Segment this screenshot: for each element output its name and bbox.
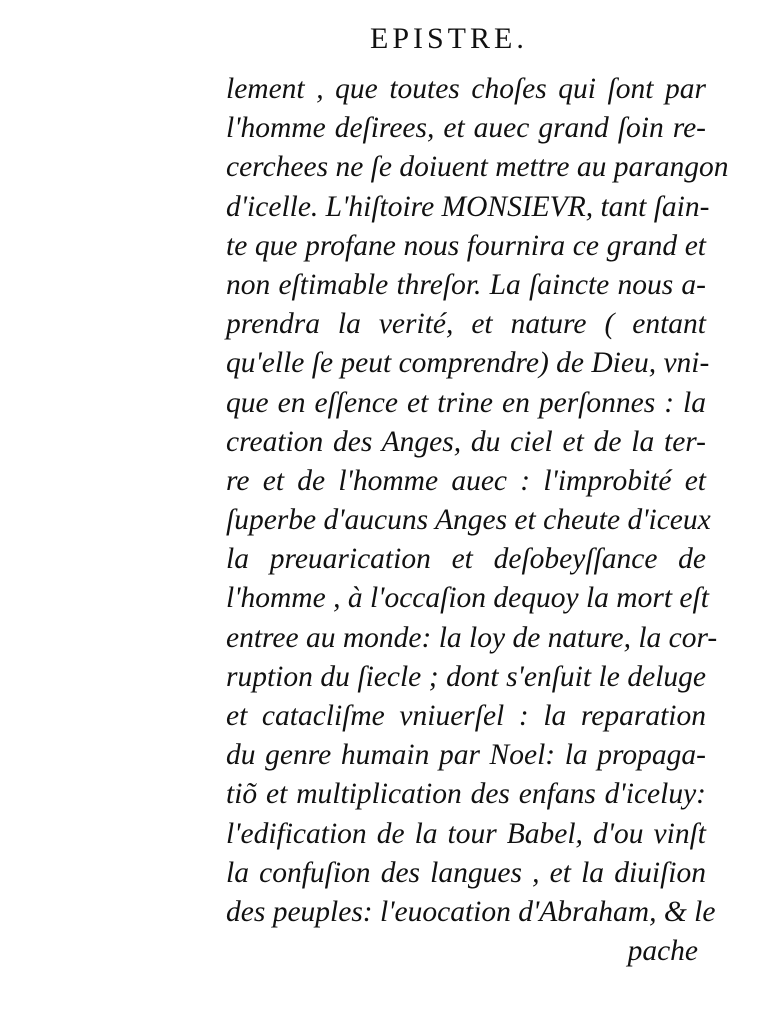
text-line: prendra la verité, et nature ( entant bbox=[226, 308, 706, 341]
text-line: du genre humain par Noel: la propaga- bbox=[226, 739, 706, 772]
text-line: l'edification de la tour Babel, d'ou vinſt bbox=[226, 817, 706, 850]
text-line: cerchees ne ſe doiuent mettre au parangon bbox=[226, 151, 729, 184]
text-block bbox=[226, 70, 729, 971]
text-line: que en eſſence et trine en perſonnes : la bbox=[226, 386, 706, 419]
text-line: et catacliſme vniuerſel : la reparation bbox=[226, 700, 706, 732]
text-line: d'icelle. L'hiſtoire MONSIEVR, tant ſain- bbox=[226, 190, 710, 223]
text-line: lement , que toutes choſes qui ſont par bbox=[226, 73, 706, 105]
text-line: te que profane nous fournira ce grand et bbox=[226, 229, 706, 262]
text-line: qu'elle ſe peut comprendre) de Dieu, vni- bbox=[226, 347, 710, 380]
text-line: la preuarication et deſobeyſſance de bbox=[226, 543, 706, 576]
text-line: ſuperbe d'aucuns Anges et cheute d'iceux bbox=[226, 504, 711, 537]
text-line: tiõ et multiplication des enfans d'iceluy: bbox=[226, 778, 706, 811]
text-line: ruption du ſiecle ; dont s'enſuit le deluge bbox=[226, 660, 706, 693]
text-line: l'homme , à l'occaſion dequoy la mort eſt bbox=[226, 582, 709, 615]
running-head: EPISTRE. bbox=[370, 22, 528, 55]
catchword: pache bbox=[627, 935, 698, 968]
text-line: la confuſion des langues , et la diuiſion bbox=[226, 856, 706, 889]
text-line: des peuples: l'euocation d'Abraham, & le bbox=[226, 895, 716, 928]
text-line: l'homme deſirees, et auec grand ſoin re- bbox=[226, 112, 706, 145]
text-line: non eſtimable threſor. La ſaincte nous a- bbox=[226, 268, 706, 301]
text-line: re et de l'homme auec : l'improbité et bbox=[226, 464, 706, 497]
text-line: creation des Anges, du ciel et de la ter- bbox=[226, 425, 706, 458]
text-line: entree au monde: la loy de nature, la cor- bbox=[226, 621, 718, 654]
